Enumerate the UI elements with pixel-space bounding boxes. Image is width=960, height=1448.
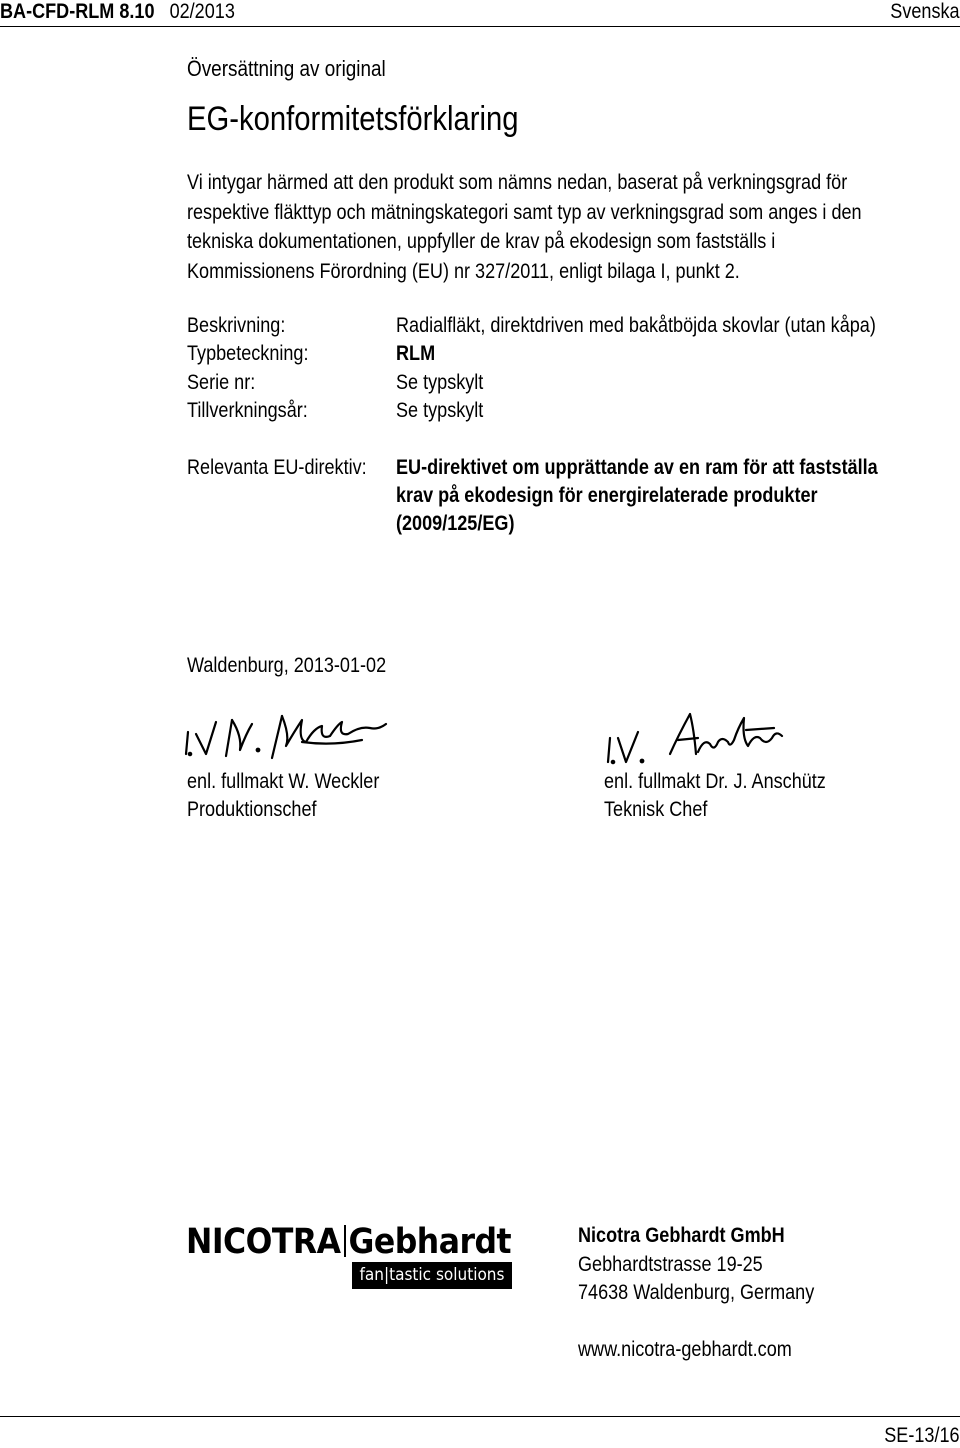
- page-title: EG-konformitetsförklaring: [187, 100, 519, 138]
- document-id: BA-CFD-RLM 8.10: [0, 0, 155, 23]
- logo-tagline: fan|tastic solutions: [352, 1262, 512, 1289]
- company-city: 74638 Waldenburg, Germany: [578, 1281, 815, 1304]
- directive-label: Relevanta EU-direktiv:: [187, 456, 367, 479]
- logo-separator: [344, 1225, 346, 1257]
- directive-text: [396, 454, 878, 538]
- signatory-2-title: Teknisk Chef: [604, 798, 708, 821]
- type-value: RLM: [396, 342, 436, 365]
- logo-brand-right: Gebhardt: [348, 1222, 512, 1262]
- subtitle: Översättning av original: [187, 56, 386, 81]
- document-header-left: [0, 0, 235, 24]
- signature-weckler: [182, 706, 392, 764]
- intro-line: respektive fläkttyp och mätningskategori samt typ av verkningsgrad som anges i den: [187, 200, 862, 224]
- intro-line: tekniska dokumentationen, uppfyller de krav på ekodesign som fastställs i: [187, 230, 776, 253]
- header-rule: [0, 26, 960, 27]
- footer-rule: [0, 1416, 960, 1417]
- directive-line: krav på ekodesign för energirelaterade produkter: [396, 484, 818, 507]
- signatory-1-authority: enl. fullmakt W. Weckler: [187, 770, 380, 793]
- company-website: www.nicotra-gebhardt.com: [578, 1338, 792, 1361]
- directive-line: (2009/125/EG): [396, 512, 515, 535]
- year-value: Se typskylt: [396, 399, 484, 422]
- year-label: Tillverkningsår:: [187, 399, 308, 422]
- type-label: Typbeteckning:: [187, 342, 309, 365]
- signatory-2-authority: enl. fullmakt Dr. J. Anschütz: [604, 770, 826, 793]
- document-language: Svenska: [890, 0, 960, 23]
- logo-brand-left: NICOTRA: [186, 1222, 341, 1262]
- directive-line: EU-direktivet om upprättande av en ram för att fastställa: [396, 456, 878, 479]
- signatory-1-title: Produktionschef: [187, 798, 317, 821]
- place-date: Waldenburg, 2013-01-02: [187, 654, 387, 677]
- company-name: Nicotra Gebhardt GmbH: [578, 1224, 785, 1247]
- intro-paragraph: [187, 168, 862, 286]
- page-number: SE-13/16: [884, 1424, 960, 1447]
- description-label: Beskrivning:: [187, 314, 286, 337]
- description-value: Radialfläkt, direktdriven med bakåtböjda skovlar (utan kåpa): [396, 314, 876, 337]
- signature-anschutz: [598, 708, 788, 766]
- document-date: 02/2013: [169, 0, 235, 23]
- intro-line: Kommissionens Förordning (EU) nr 327/2011, enligt bilaga I, punkt 2.: [187, 259, 740, 283]
- company-logo: [186, 1222, 511, 1262]
- intro-line: Vi intygar härmed att den produkt som nämns nedan, baserat på verkningsgrad för: [187, 171, 848, 194]
- serial-value: Se typskylt: [396, 371, 484, 394]
- company-street: Gebhardtstrasse 19-25: [578, 1253, 763, 1276]
- serial-label: Serie nr:: [187, 371, 256, 394]
